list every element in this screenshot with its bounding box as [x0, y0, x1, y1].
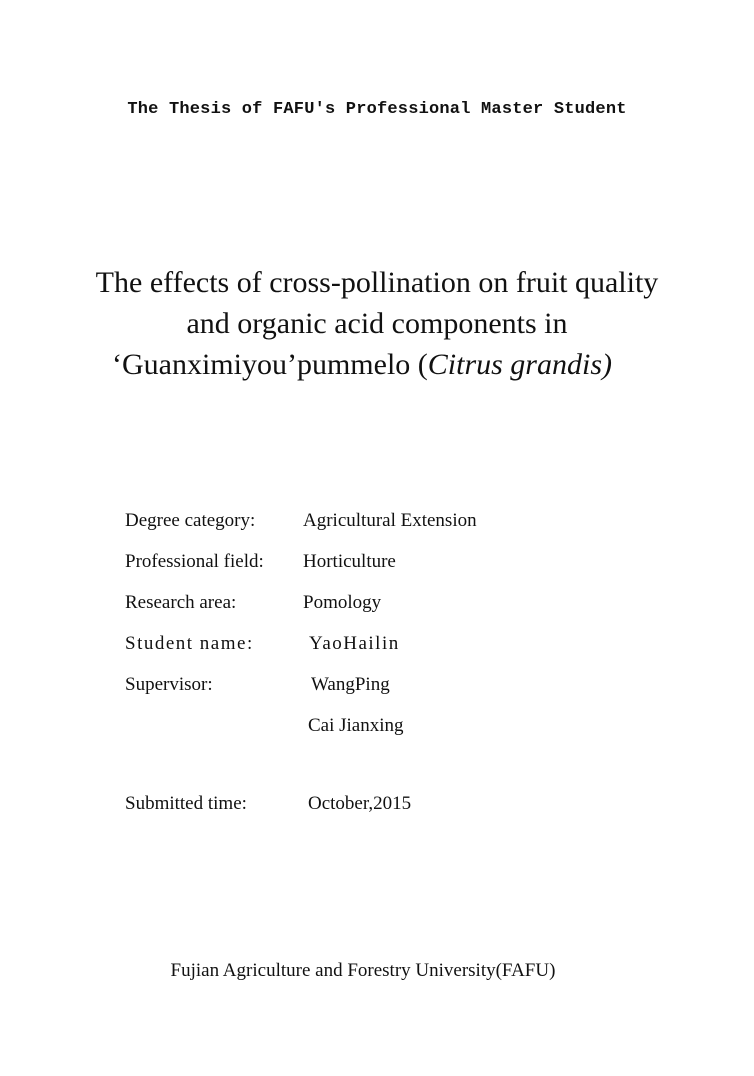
professional-field-label: Professional field:: [125, 551, 264, 572]
research-area-value: Pomology: [303, 592, 382, 613]
thesis-header: The Thesis of FAFU's Professional Master Student: [127, 100, 627, 119]
professional-field-value: Horticulture: [303, 551, 396, 572]
supervisor-label: Supervisor:: [125, 674, 213, 695]
submitted-time-label: Submitted time:: [125, 793, 247, 814]
thesis-title: [0, 262, 754, 385]
degree-category-value: Agricultural Extension: [303, 510, 477, 531]
title-line-1: The effects of cross-pollination on fruit quality: [95, 266, 659, 299]
title-species-name: Citrus grandis): [427, 348, 612, 381]
supervisor-value-2: Cai Jianxing: [308, 715, 404, 736]
university-name: Fujian Agriculture and Forestry University(FAFU): [170, 960, 556, 981]
title-line-3: [0, 344, 754, 385]
title-line-2: and organic acid components in: [186, 307, 568, 340]
title-line-3-prefix: ‘Guanximiyou’pummelo (: [112, 348, 428, 381]
research-area-label: Research area:: [125, 592, 237, 613]
info-row-submitted: [125, 793, 545, 834]
student-name-label: Student name:: [125, 633, 254, 654]
submitted-time-value: October,2015: [308, 793, 412, 814]
student-name-value: YaoHailin: [309, 633, 400, 654]
supervisor-value-1: WangPing: [311, 674, 390, 695]
degree-category-label: Degree category:: [125, 510, 256, 531]
